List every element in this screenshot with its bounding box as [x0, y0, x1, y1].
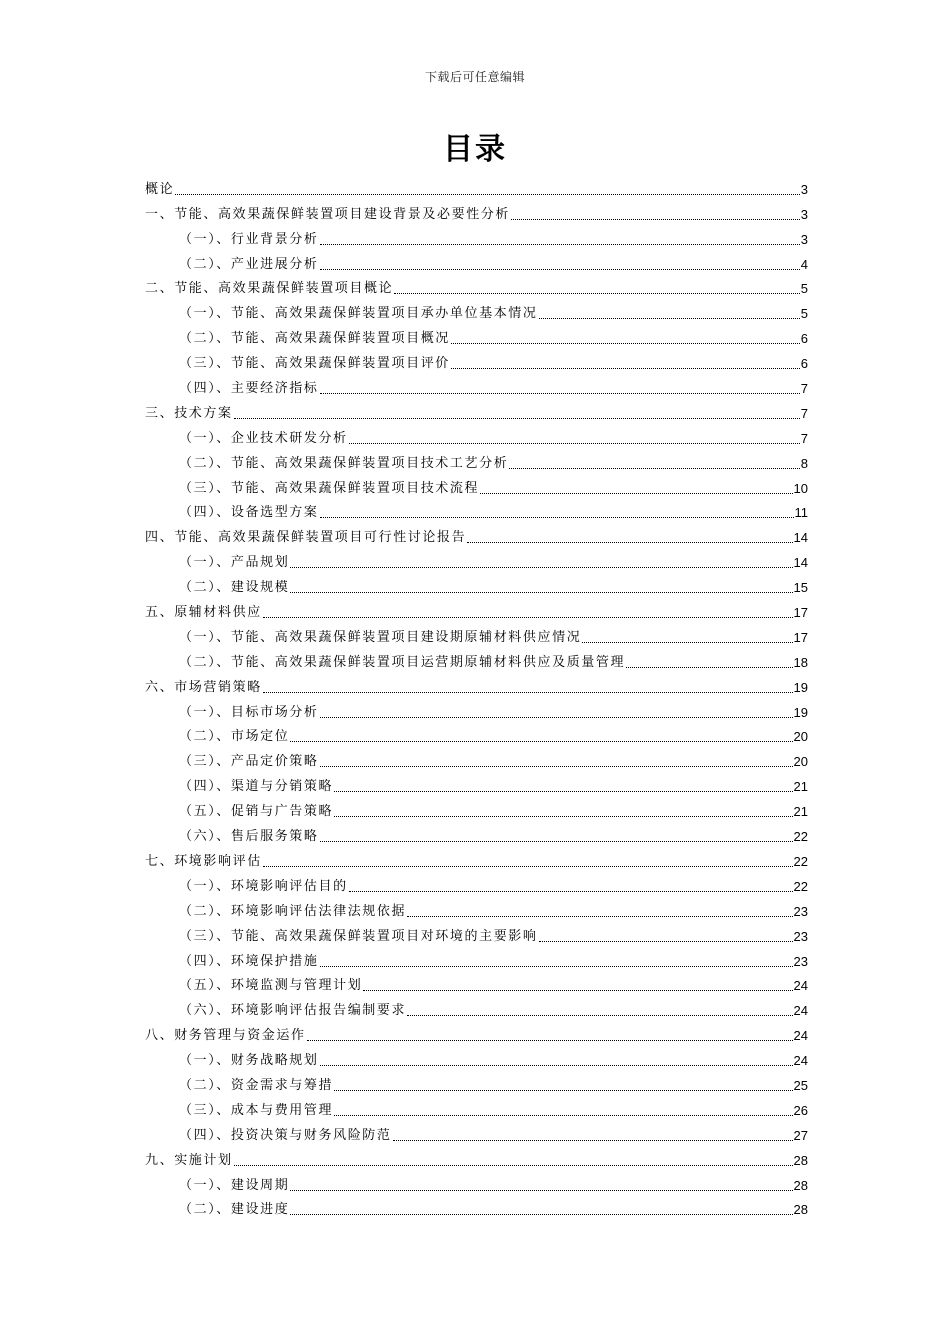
toc-entry-text: （一）、企业技术研发分析: [179, 430, 348, 446]
toc-entry[interactable]: [145, 796, 808, 821]
toc-entry-text: 四、节能、高效果蔬保鲜装置项目可行性讨论报告: [145, 530, 467, 546]
toc-entry[interactable]: [145, 672, 808, 697]
toc-entry[interactable]: [145, 995, 808, 1020]
toc-page-number: 27: [793, 1127, 808, 1143]
toc-entry-text: （二）、节能、高效果蔬保鲜装置项目技术工艺分析: [179, 455, 509, 471]
toc-entry[interactable]: [145, 921, 808, 946]
toc-entry[interactable]: [145, 896, 808, 921]
toc-entry[interactable]: [145, 746, 808, 771]
toc-page-number: 4: [800, 256, 808, 272]
toc-dot-leader: [626, 666, 792, 668]
toc-dot-leader: [480, 492, 792, 494]
toc-entry[interactable]: [145, 771, 808, 796]
toc-page-number: 28: [793, 1202, 808, 1218]
toc-dot-leader: [290, 591, 792, 593]
toc-page-number: 19: [793, 704, 808, 720]
toc-dot-leader: [393, 1139, 793, 1141]
toc-entry[interactable]: [145, 423, 808, 448]
toc-entry[interactable]: [145, 1070, 808, 1095]
toc-page-number: 23: [793, 928, 808, 944]
toc-entry-text: （二）、建设进度: [179, 1202, 290, 1218]
toc-dot-leader: [320, 716, 793, 718]
toc-entry-text: （二）、节能、高效果蔬保鲜装置项目概况: [179, 331, 450, 347]
toc-dot-leader: [363, 989, 792, 991]
toc-entry-text: （五）、促销与广告策略: [179, 804, 334, 820]
toc-dot-leader: [334, 815, 792, 817]
toc-dot-leader: [511, 218, 800, 220]
toc-entry-text: （一）、建设周期: [179, 1177, 290, 1193]
toc-dot-leader: [334, 790, 792, 792]
toc-entry-text: （四）、环境保护措施: [179, 953, 319, 969]
toc-entry[interactable]: [145, 199, 808, 224]
toc-dot-leader: [394, 292, 800, 294]
toc-dot-leader: [263, 691, 793, 693]
toc-dot-leader: [290, 1189, 792, 1191]
toc-dot-leader: [320, 965, 793, 967]
page-header: 下载后可任意编辑: [424, 70, 525, 84]
toc-page-number: 14: [793, 555, 808, 571]
toc-dot-leader: [349, 442, 800, 444]
toc-dot-leader: [175, 193, 800, 195]
toc-page-number: 3: [800, 231, 808, 247]
toc-entry-text: （四）、主要经济指标: [179, 381, 319, 397]
toc-entry-text: （二）、资金需求与筹措: [179, 1077, 334, 1093]
toc-page-number: 28: [793, 1177, 808, 1193]
toc-entry[interactable]: [145, 572, 808, 597]
toc-title: 目录: [443, 132, 507, 167]
toc-entry-text: （五）、环境监测与管理计划: [179, 978, 363, 994]
toc-page-number: 24: [793, 1003, 808, 1019]
toc-page-number: 18: [793, 654, 808, 670]
toc-dot-leader: [467, 541, 792, 543]
toc-page-number: 22: [793, 878, 808, 894]
toc-entry-text: 一、节能、高效果蔬保鲜装置项目建设背景及必要性分析: [145, 206, 511, 222]
toc-entry-text: （一）、节能、高效果蔬保鲜装置项目建设期原辅材料供应情况: [179, 629, 582, 645]
toc-dot-leader: [539, 317, 800, 319]
toc-page-number: 20: [793, 729, 808, 745]
toc-page-number: 22: [793, 829, 808, 845]
toc-dot-leader: [320, 765, 793, 767]
toc-page-number: 21: [793, 779, 808, 795]
toc-page-number: 3: [800, 206, 808, 222]
toc-dot-leader: [290, 566, 792, 568]
toc-page-number: 24: [793, 1028, 808, 1044]
toc-entry[interactable]: [145, 473, 808, 498]
toc-page-number: 5: [800, 281, 808, 297]
toc-page-number: 25: [793, 1077, 808, 1093]
toc-entry-text: （四）、渠道与分销策略: [179, 779, 334, 795]
toc-dot-leader: [320, 840, 793, 842]
toc-entry[interactable]: [145, 1020, 808, 1045]
toc-page-number: 26: [793, 1102, 808, 1118]
toc-dot-leader: [320, 243, 800, 245]
toc-dot-leader: [234, 1164, 793, 1166]
toc-entry[interactable]: [145, 971, 808, 996]
toc-entry[interactable]: [145, 298, 808, 323]
toc-dot-leader: [407, 915, 792, 917]
toc-dot-leader: [263, 865, 793, 867]
toc-entry-text: （四）、设备选型方案: [179, 505, 319, 521]
toc-dot-leader: [263, 616, 793, 618]
toc-entry-text: 三、技术方案: [145, 405, 233, 421]
toc-entry[interactable]: [145, 348, 808, 373]
toc-entry-text: （二）、市场定位: [179, 729, 290, 745]
toc-entry-text: （三）、成本与费用管理: [179, 1102, 334, 1118]
toc-entry-text: （二）、环境影响评估法律法规依据: [179, 903, 407, 919]
toc-dot-leader: [320, 392, 800, 394]
toc-entry[interactable]: [145, 398, 808, 423]
toc-entry[interactable]: [145, 821, 808, 846]
toc-page-number: 23: [793, 953, 808, 969]
toc-entry-text: （四）、投资决策与财务风险防范: [179, 1127, 392, 1143]
toc-page-number: 21: [793, 804, 808, 820]
toc-entry-text: 七、环境影响评估: [145, 853, 262, 869]
toc-entry[interactable]: [145, 174, 808, 199]
toc-entry[interactable]: [145, 622, 808, 647]
toc-entry[interactable]: [145, 498, 808, 523]
toc-entry[interactable]: [145, 1145, 808, 1170]
toc-entry[interactable]: [145, 722, 808, 747]
toc-entry-text: （一）、环境影响评估目的: [179, 878, 348, 894]
toc-dot-leader: [320, 516, 794, 518]
toc-dot-leader: [334, 1114, 792, 1116]
toc-page-number: 20: [793, 754, 808, 770]
toc-page-number: 15: [793, 580, 808, 596]
toc-page-number: 10: [793, 480, 808, 496]
toc-entry[interactable]: [145, 547, 808, 572]
toc-entry-text: （一）、产品规划: [179, 555, 290, 571]
toc-entry-text: 二、节能、高效果蔬保鲜装置项目概论: [145, 281, 394, 297]
toc-page-number: 22: [793, 853, 808, 869]
toc-entry[interactable]: [145, 1195, 808, 1220]
toc-entry-text: 八、财务管理与资金运作: [145, 1028, 306, 1044]
toc-page-number: 17: [793, 629, 808, 645]
toc-page-number: 7: [800, 430, 808, 446]
toc-dot-leader: [539, 940, 793, 942]
toc-entry-text: （三）、节能、高效果蔬保鲜装置项目评价: [179, 356, 450, 372]
toc-entry-text: （二）、产业进展分析: [179, 256, 319, 272]
toc-page-number: 5: [800, 306, 808, 322]
toc-entry[interactable]: [145, 1120, 808, 1145]
toc-entry-text: （三）、产品定价策略: [179, 754, 319, 770]
toc-entry[interactable]: [145, 1095, 808, 1120]
toc-dot-leader: [290, 740, 792, 742]
toc-dot-leader: [349, 890, 793, 892]
toc-page-number: 6: [800, 331, 808, 347]
toc-entry[interactable]: [145, 323, 808, 348]
toc-page-number: 8: [800, 455, 808, 471]
toc-entry[interactable]: [145, 224, 808, 249]
toc-entry[interactable]: [145, 647, 808, 672]
toc-page-number: 7: [800, 381, 808, 397]
toc-entry-text: （三）、节能、高效果蔬保鲜装置项目技术流程: [179, 480, 480, 496]
toc-entry-text: 九、实施计划: [145, 1152, 233, 1168]
toc-entry-text: （二）、节能、高效果蔬保鲜装置项目运营期原辅材料供应及质量管理: [179, 654, 626, 670]
toc-entry[interactable]: [145, 871, 808, 896]
toc-page-number: 24: [793, 978, 808, 994]
toc-entry-text: （一）、财务战略规划: [179, 1053, 319, 1069]
toc-entry-text: 六、市场营销策略: [145, 679, 262, 695]
toc-entry-text: （三）、节能、高效果蔬保鲜装置项目对环境的主要影响: [179, 928, 538, 944]
toc-dot-leader: [320, 268, 800, 270]
toc-dot-leader: [509, 467, 799, 469]
toc-entry[interactable]: [145, 697, 808, 722]
toc-page-number: 23: [793, 903, 808, 919]
toc-entry[interactable]: [145, 274, 808, 299]
toc-entry[interactable]: [145, 1170, 808, 1195]
toc-entry-text: 概论: [145, 181, 175, 197]
toc-page-number: 14: [793, 530, 808, 546]
toc-dot-leader: [320, 1064, 793, 1066]
toc-dot-leader: [307, 1039, 793, 1041]
toc-page-number: 24: [793, 1053, 808, 1069]
toc-entry-text: （一）、节能、高效果蔬保鲜装置项目承办单位基本情况: [179, 306, 538, 322]
toc-entry[interactable]: [145, 448, 808, 473]
toc-dot-leader: [234, 417, 800, 419]
toc-dot-leader: [582, 641, 792, 643]
toc-dot-leader: [334, 1089, 792, 1091]
toc-entry-text: （一）、行业背景分析: [179, 231, 319, 247]
toc-entry[interactable]: [145, 597, 808, 622]
toc-page-number: 11: [794, 505, 808, 521]
toc-entry-text: （一）、目标市场分析: [179, 704, 319, 720]
toc-dot-leader: [407, 1014, 792, 1016]
toc-dot-leader: [290, 1213, 792, 1215]
toc-entry[interactable]: [145, 1045, 808, 1070]
toc-entry[interactable]: [145, 373, 808, 398]
toc-entry-text: （二）、建设规模: [179, 580, 290, 596]
toc-page-number: 19: [793, 679, 808, 695]
toc-page-number: 7: [800, 405, 808, 421]
toc-page-number: 28: [793, 1152, 808, 1168]
table-of-contents: [145, 174, 808, 1219]
toc-entry-text: （六）、环境影响评估报告编制要求: [179, 1003, 407, 1019]
toc-entry-text: （六）、售后服务策略: [179, 829, 319, 845]
toc-entry[interactable]: [145, 946, 808, 971]
toc-page-number: 3: [800, 181, 808, 197]
toc-entry-text: 五、原辅材料供应: [145, 605, 262, 621]
toc-dot-leader: [451, 342, 800, 344]
toc-page-number: 6: [800, 356, 808, 372]
toc-page-number: 17: [793, 605, 808, 621]
toc-entry[interactable]: [145, 522, 808, 547]
toc-dot-leader: [451, 367, 800, 369]
toc-entry[interactable]: [145, 249, 808, 274]
toc-entry[interactable]: [145, 846, 808, 871]
